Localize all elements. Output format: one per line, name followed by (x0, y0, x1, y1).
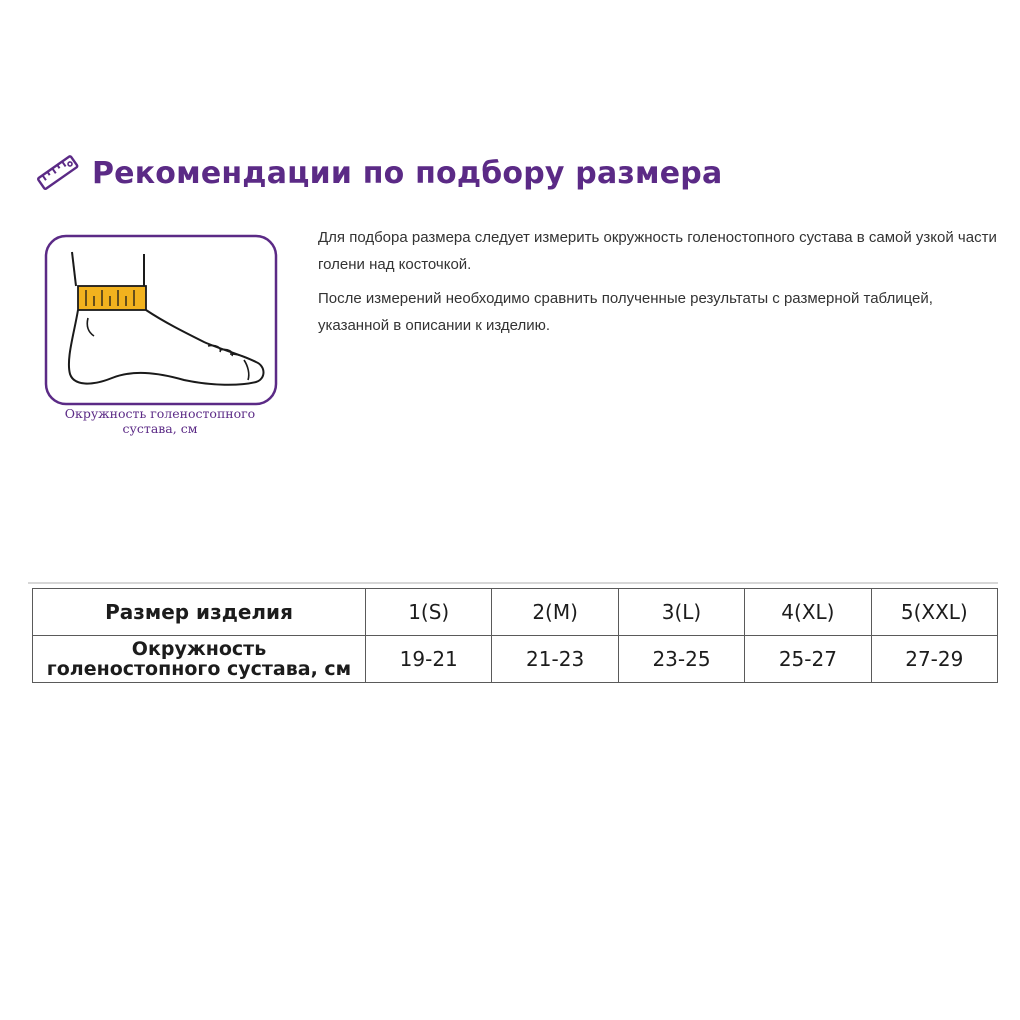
circumference-cell: 25-27 (745, 636, 871, 683)
size-table (32, 588, 998, 683)
table-row-circumference (33, 636, 998, 683)
instruction-paragraph-1: Для подбора размера следует измерить окружность голеностопного сустава в самой узкой части голени над косточкой. (318, 229, 997, 273)
row-header-circumference (33, 636, 366, 683)
instructions-text (318, 224, 1008, 346)
size-cell: 1(S) (366, 589, 492, 636)
row-header-line-2: голеностопного сустава, см (46, 658, 352, 680)
size-cell: 5(XXL) (871, 589, 997, 636)
circumference-cell: 27-29 (871, 636, 997, 683)
caption-line-1: Окружность голеностопного (64, 406, 256, 421)
circumference-cell: 23-25 (618, 636, 744, 683)
circumference-cell: 19-21 (366, 636, 492, 683)
instruction-paragraph-2: После измерений необходимо сравнить полученные результаты с размерной таблицей, указанной в описании к изделию. (318, 290, 933, 334)
page-title: Рекомендации по подбору размера (92, 155, 723, 191)
divider (28, 582, 998, 584)
caption-line-2: сустава, см (122, 421, 198, 436)
size-cell: 3(L) (618, 589, 744, 636)
size-table-section (28, 582, 998, 683)
foot-illustration (44, 234, 278, 406)
size-cell: 2(M) (492, 589, 618, 636)
ruler-icon (36, 151, 80, 195)
section-header (36, 148, 722, 198)
illustration-caption (40, 406, 280, 436)
table-row-sizes (33, 589, 998, 636)
row-header-line-1: Окружность (131, 638, 267, 660)
foot-ankle-measure-icon (44, 234, 278, 406)
size-cell: 4(XL) (745, 589, 871, 636)
row-header-size: Размер изделия (33, 589, 366, 636)
circumference-cell: 21-23 (492, 636, 618, 683)
